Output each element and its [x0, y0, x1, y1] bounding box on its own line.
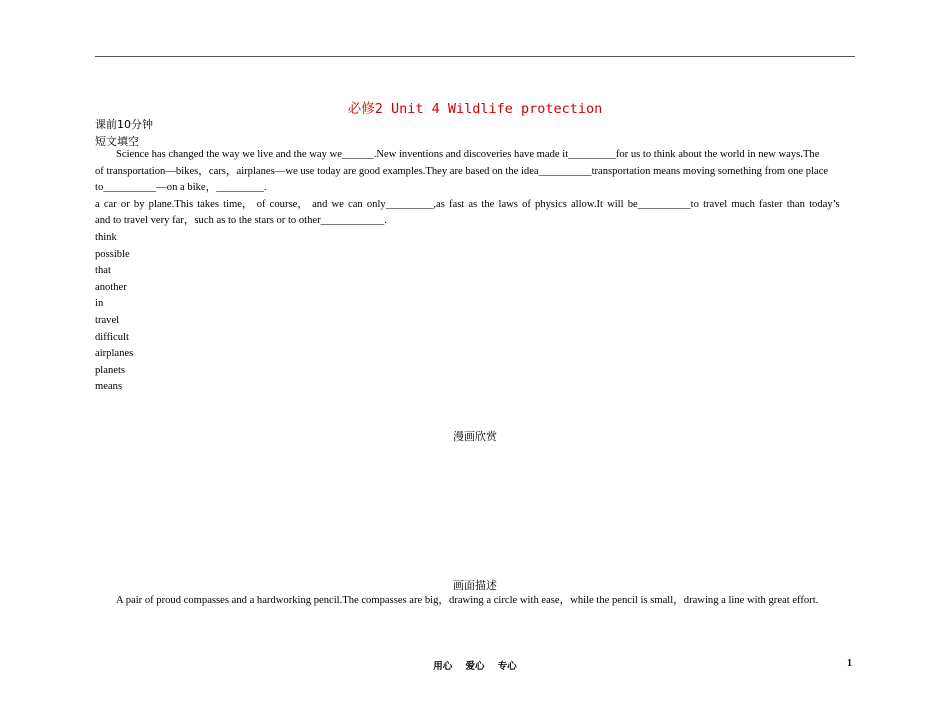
description-heading: 画面描述: [453, 579, 497, 592]
word-bank-item: possible: [95, 248, 130, 260]
word-bank-item: planets: [95, 364, 126, 376]
section-label-cloze: 短文填空: [95, 135, 139, 148]
word-bank-item: difficult: [95, 331, 129, 343]
footer-motto: 用心 爱心 专心: [433, 661, 517, 672]
word-bank: [95, 230, 133, 396]
passage-line: a car or by plane.This takes time， of course， and we can only_________,as fast as the laws of physics allow.It will be__________to travel much faster than today’s: [95, 198, 840, 210]
word-bank-item: think: [95, 232, 117, 243]
cartoon-heading: 漫画欣赏: [453, 430, 497, 443]
word-bank-item: travel: [95, 314, 120, 326]
word-bank-item: means: [95, 381, 123, 393]
page-title: 必修2 Unit 4 Wildlife protection: [347, 101, 603, 117]
passage-line: to__________—on a bike，_________.: [95, 182, 267, 194]
passage-line: of transportation—bikes，cars，airplanes—we use today are good examples.They are based on the idea__________transportation means moving something from one place: [95, 165, 829, 177]
section-label-time: 课前10分钟: [95, 118, 153, 131]
word-bank-item: in: [95, 298, 104, 310]
page-number: 1: [847, 658, 852, 669]
header-rule: [95, 56, 855, 57]
word-bank-item: another: [95, 281, 127, 293]
passage-line: Science has changed the way we live and the way we______.New inventions and discoveries have made it_________for us to think about the world in new ways.The: [116, 149, 820, 160]
word-bank-item: airplanes: [95, 348, 134, 360]
cloze-passage: [95, 147, 855, 230]
word-bank-item: that: [95, 265, 111, 277]
cartoon-description: A pair of proud compasses and a hardworking pencil.The compasses are big，drawing a circle with ease，while the pencil is small，drawing a line with great effort.: [116, 595, 819, 606]
passage-line: and to travel very far，such as to the stars or to other____________.: [95, 215, 387, 227]
